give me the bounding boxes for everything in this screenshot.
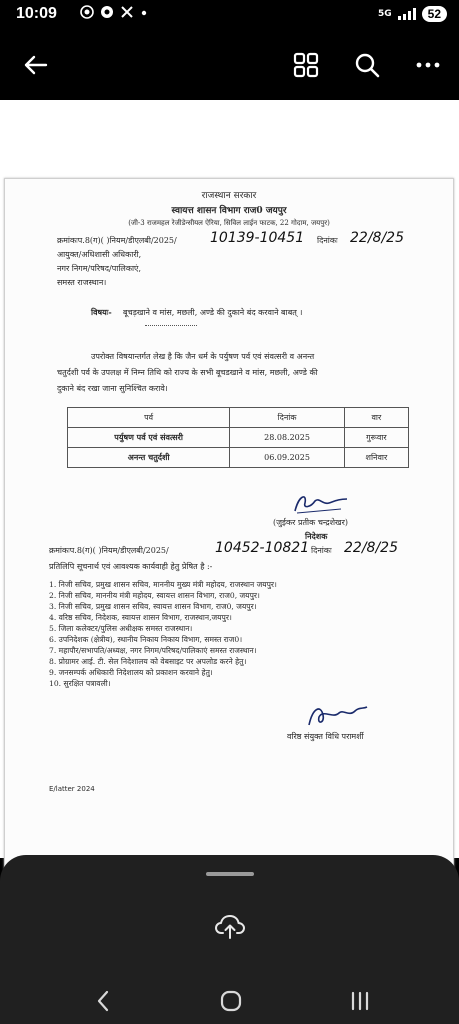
- document-image[interactable]: [4, 178, 454, 912]
- list-item: 2. निजी सचिव, माननीय मंत्री महोदय, स्वायत्त शासन विभाग, राज0, जयपुर।: [49, 591, 260, 600]
- table-header-row: [68, 408, 409, 428]
- table-cell: शनिवार: [344, 448, 408, 468]
- system-status: [378, 6, 447, 22]
- body-line-3: दुकाने बंद रखा जाना सुनिश्चित करावे।: [57, 384, 168, 393]
- nav-back-icon[interactable]: [83, 984, 123, 1018]
- status-time: 10:09: [16, 5, 57, 22]
- ref-handwritten-1: 10139-10451: [210, 230, 305, 246]
- ref-number-2: क्रमांकःप.8(ग)( )नियम/डीएलबी/2025/: [49, 546, 169, 555]
- network-type: 5G: [377, 9, 392, 19]
- search-icon[interactable]: [350, 48, 384, 82]
- header-state: राजस्थान सरकार: [201, 191, 257, 201]
- battery-level: 52: [422, 6, 447, 22]
- list-item: 3. निजी सचिव, प्रमुख शासन सचिव, स्वायत्त शासन विभाग, राज0, जयपुर।: [49, 602, 257, 611]
- copy-line: प्रतिलिपि सूचनार्थ एवं आवश्यक कार्यवाही हेतु प्रेषित है :-: [49, 562, 213, 571]
- ref-number-1: क्रमांकःप.8(ग)( )नियम/डीएलबी/2025/: [57, 236, 177, 245]
- cloud-upload-icon[interactable]: [213, 912, 247, 942]
- table-header-cell: वार: [344, 408, 408, 428]
- image-viewer[interactable]: [0, 100, 459, 858]
- table-header-cell: दिनांक: [230, 408, 344, 428]
- navigation-bar: [0, 978, 459, 1024]
- grid-icon[interactable]: [289, 48, 323, 82]
- signatory-2-title: वरिष्ठ संयुक्त विधि परामर्शी: [287, 732, 364, 741]
- signal-icon: [398, 8, 416, 20]
- whatsapp-icon: [80, 5, 94, 23]
- list-item: 1. निजी सचिव, प्रमुख शासन सचिव, माननीय मुख्य मंत्री महोदय, राजस्थान जयपुर।: [49, 580, 277, 589]
- table-cell: पर्युषण पर्व एवं संवत्सरी: [68, 428, 230, 448]
- dot-icon: [140, 5, 148, 23]
- table-cell: गुरूवार: [344, 428, 408, 448]
- subject-underline: [145, 325, 197, 326]
- table-row: [68, 448, 409, 468]
- table-cell: अनन्त चतुर्दशी: [68, 448, 230, 468]
- list-item: 10. सुरक्षित पत्रावली।: [49, 679, 111, 688]
- table-row: [68, 428, 409, 448]
- notification-icons: [80, 5, 148, 23]
- addressee-line-2: नगर निगम/परिषद/पालिकाएं,: [57, 264, 142, 273]
- ref-handwritten-2: 10452-10821: [215, 540, 310, 556]
- copy-list: [49, 579, 277, 689]
- date-label-2: दिनांकः: [311, 546, 332, 555]
- addressee-line-3: समस्त राजस्थान।: [57, 278, 107, 287]
- subject-text: बूचड़खाने व मांस, मछली, अण्डे की दुकाने बंद करवाने बाबत् ।: [123, 308, 303, 317]
- body-line-1: उपरोक्त विषयान्तर्गत लेख है कि जैन धर्म के पर्युषण पर्व एवं संवत्सरी व अनन्त: [91, 352, 315, 361]
- more-icon[interactable]: [411, 48, 445, 82]
- list-item: 8. प्रोग्रामर आई. टी. सेल निदेशालय को वेबसाइट पर अपलोड करने हेतु।: [49, 657, 247, 666]
- app-toolbar: [0, 30, 459, 100]
- footer-note: E/latter 2024: [49, 785, 95, 793]
- nav-recents-icon[interactable]: [340, 984, 380, 1018]
- status-bar: [0, 0, 459, 30]
- list-item: 4. वरिष्ठ सचिव, निदेशक, स्वायत्त शासन विभाग, राजस्थान,जयपुर।: [49, 613, 232, 622]
- addressee-line-1: आयुक्त/अधिशासी अधिकारी,: [57, 250, 142, 259]
- date-label-1: दिनांकः: [317, 236, 338, 245]
- subject-label: विषयः-: [91, 307, 112, 317]
- list-item: 5. जिला कलेक्टर/पुलिस अधीक्षक समस्त राजस्थान।: [49, 624, 193, 633]
- body-line-2: चतुर्दशी पर्व के उपलक्ष में निम्न तिथि को राज्य के सभी बूचडखाने व मांस, मछली, अण्डे की: [57, 368, 318, 377]
- header-department: स्वायत्त शासन विभाग राज0 जयपुर: [171, 206, 287, 216]
- x-icon: [120, 5, 134, 23]
- table-header-cell: पर्व: [68, 408, 230, 428]
- date-handwritten-2: 22/8/25: [344, 540, 398, 556]
- sheet-drag-handle[interactable]: [206, 872, 254, 876]
- chrome-icon: [100, 5, 114, 23]
- back-arrow-icon[interactable]: [18, 48, 52, 82]
- list-item: 7. महापौर/सभापति/अध्यक्ष, नगर निगम/परिषद/पालिकाएं समस्त राजस्थान।: [49, 646, 257, 655]
- signature-2: [305, 701, 369, 735]
- signatory-title: निदेशक: [305, 531, 328, 541]
- date-handwritten-1: 22/8/25: [350, 230, 404, 246]
- list-item: 9. जनसम्पर्क अधिकारी निदेशालय को प्रकाशन करवाने हेतु।: [49, 668, 213, 677]
- table-cell: 06.09.2025: [230, 448, 344, 468]
- festival-table: [67, 407, 409, 468]
- signatory-name: (जुईकर प्रतीक चन्द्रशेखर): [273, 518, 348, 527]
- list-item: 6. उपनिदेशक (क्षेत्रीय), स्थानीय निकाय निकाय विभाग, समस्त राज0।: [49, 635, 243, 644]
- nav-home-icon[interactable]: [211, 984, 251, 1018]
- header-address: (जी-3 राजमहल रेजीडेन्सीयल ऐरिया, सिविल लाईन फाटक, 22 गोदाम, जयपुर): [128, 219, 330, 227]
- table-cell: 28.08.2025: [230, 428, 344, 448]
